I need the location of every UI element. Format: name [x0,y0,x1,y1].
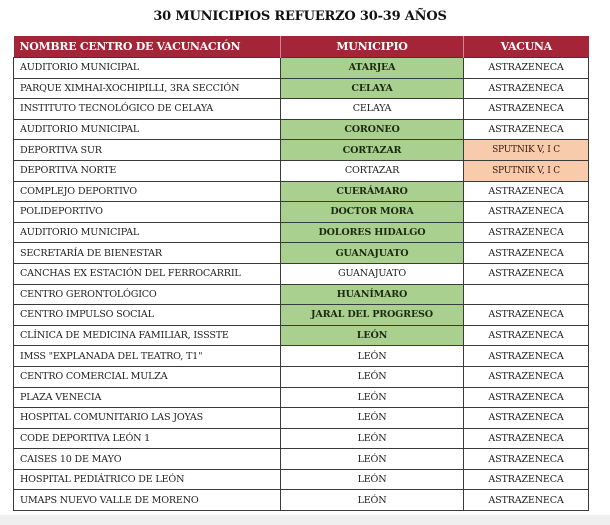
vaccination-centers-table [13,36,589,511]
centro-cell: CAISES 10 DE MAYO [14,449,281,470]
municipio-cell: DOCTOR MORA [281,202,464,223]
municipio-cell: DOLORES HIDALGO [281,222,464,243]
vacuna-cell: ASTRAZENECA [464,181,589,202]
municipio-cell: LEÓN [281,346,464,367]
municipio-cell: LEÓN [281,490,464,511]
vacuna-cell: ASTRAZENECA [464,263,589,284]
centro-cell: AUDITORIO MUNICIPAL [14,119,281,140]
vacuna-cell: ASTRAZENECA [464,202,589,223]
centro-cell: PARQUE XIMHAI-XOCHIPILLI, 3RA SECCIÓN [14,78,281,99]
municipio-cell: LEÓN [281,387,464,408]
vacuna-cell: ASTRAZENECA [464,428,589,449]
centro-cell: CENTRO GERONTOLÓGICO [14,284,281,305]
municipio-cell: LEÓN [281,469,464,490]
vacuna-cell: ASTRAZENECA [464,99,589,120]
table-row [14,408,589,429]
vacuna-cell: ASTRAZENECA [464,490,589,511]
centro-cell: UMAPS NUEVO VALLE DE MORENO [14,490,281,511]
municipio-cell: LEÓN [281,408,464,429]
vacuna-cell: ASTRAZENECA [464,469,589,490]
header-centro: NOMBRE CENTRO DE VACUNACIÓN [14,36,281,58]
vacuna-cell: ASTRAZENECA [464,305,589,326]
municipio-cell: CELAYA [281,78,464,99]
table-row [14,346,589,367]
table-row [14,284,589,305]
page-title: 30 MUNICIPIOS REFUERZO 30-39 AÑOS [153,9,447,24]
centro-cell: IMSS "EXPLANADA DEL TEATRO, T1" [14,346,281,367]
table-row [14,140,589,161]
centro-cell: DEPORTIVA SUR [14,140,281,161]
bottom-band [0,515,610,525]
vacuna-cell: ASTRAZENECA [464,58,589,79]
centro-cell: DEPORTIVA NORTE [14,160,281,181]
table-row [14,202,589,223]
header-vacuna: VACUNA [464,36,589,58]
vacuna-cell: ASTRAZENECA [464,222,589,243]
centro-cell: AUDITORIO MUNICIPAL [14,222,281,243]
vacuna-cell: ASTRAZENECA [464,449,589,470]
table-body [14,58,589,511]
centro-cell: CENTRO COMERCIAL MULZA [14,366,281,387]
table-row [14,99,589,120]
table-row [14,78,589,99]
municipio-cell: LEÓN [281,449,464,470]
municipio-cell: LEÓN [281,366,464,387]
vacuna-cell: SPUTNIK V, I C [464,160,589,181]
table-row [14,449,589,470]
centro-cell: CLÍNICA DE MEDICINA FAMILIAR, ISSSTE [14,325,281,346]
vacuna-cell: ASTRAZENECA [464,243,589,264]
table-row [14,305,589,326]
municipio-cell: LEÓN [281,325,464,346]
vacuna-cell: ASTRAZENECA [464,119,589,140]
table-row [14,490,589,511]
header-municipio: MUNICIPIO [281,36,464,58]
municipio-cell: LEÓN [281,428,464,449]
table-row [14,366,589,387]
centro-cell: COMPLEJO DEPORTIVO [14,181,281,202]
table-row [14,181,589,202]
centro-cell: AUDITORIO MUNICIPAL [14,58,281,79]
vacuna-cell: ASTRAZENECA [464,408,589,429]
table-row [14,222,589,243]
table-row [14,387,589,408]
vacuna-cell: ASTRAZENECA [464,78,589,99]
table-row [14,325,589,346]
municipio-cell: CORTAZAR [281,140,464,161]
vacuna-cell: SPUTNIK V, I C [464,140,589,161]
centro-cell: CODE DEPORTIVA LEÓN 1 [14,428,281,449]
vacuna-cell: ASTRAZENECA [464,325,589,346]
vacuna-cell: ASTRAZENECA [464,366,589,387]
municipio-cell: CORTAZAR [281,160,464,181]
centro-cell: CENTRO IMPULSO SOCIAL [14,305,281,326]
table-row [14,263,589,284]
vacuna-cell [464,284,589,305]
municipio-cell: GUANAJUATO [281,243,464,264]
centro-cell: PLAZA VENECIA [14,387,281,408]
municipio-cell: ATARJEA [281,58,464,79]
municipio-cell: HUANÍMARO [281,284,464,305]
municipio-cell: JARAL DEL PROGRESO [281,305,464,326]
vacuna-cell: ASTRAZENECA [464,387,589,408]
table-row [14,58,589,79]
table-row [14,469,589,490]
centro-cell: HOSPITAL PEDIÁTRICO DE LEÓN [14,469,281,490]
municipio-cell: GUANAJUATO [281,263,464,284]
table-row [14,243,589,264]
vacuna-cell: ASTRAZENECA [464,346,589,367]
centro-cell: POLIDEPORTIVO [14,202,281,223]
centro-cell: HOSPITAL COMUNITARIO LAS JOYAS [14,408,281,429]
table-header-row [14,36,589,58]
municipio-cell: CELAYA [281,99,464,120]
table-row [14,119,589,140]
centro-cell: SECRETARÍA DE BIENESTAR [14,243,281,264]
table-row [14,428,589,449]
municipio-cell: CORONEO [281,119,464,140]
table-row [14,160,589,181]
centro-cell: INSTITUTO TECNOLÓGICO DE CELAYA [14,99,281,120]
centro-cell: CANCHAS EX ESTACIÓN DEL FERROCARRIL [14,263,281,284]
municipio-cell: CUERÁMARO [281,181,464,202]
